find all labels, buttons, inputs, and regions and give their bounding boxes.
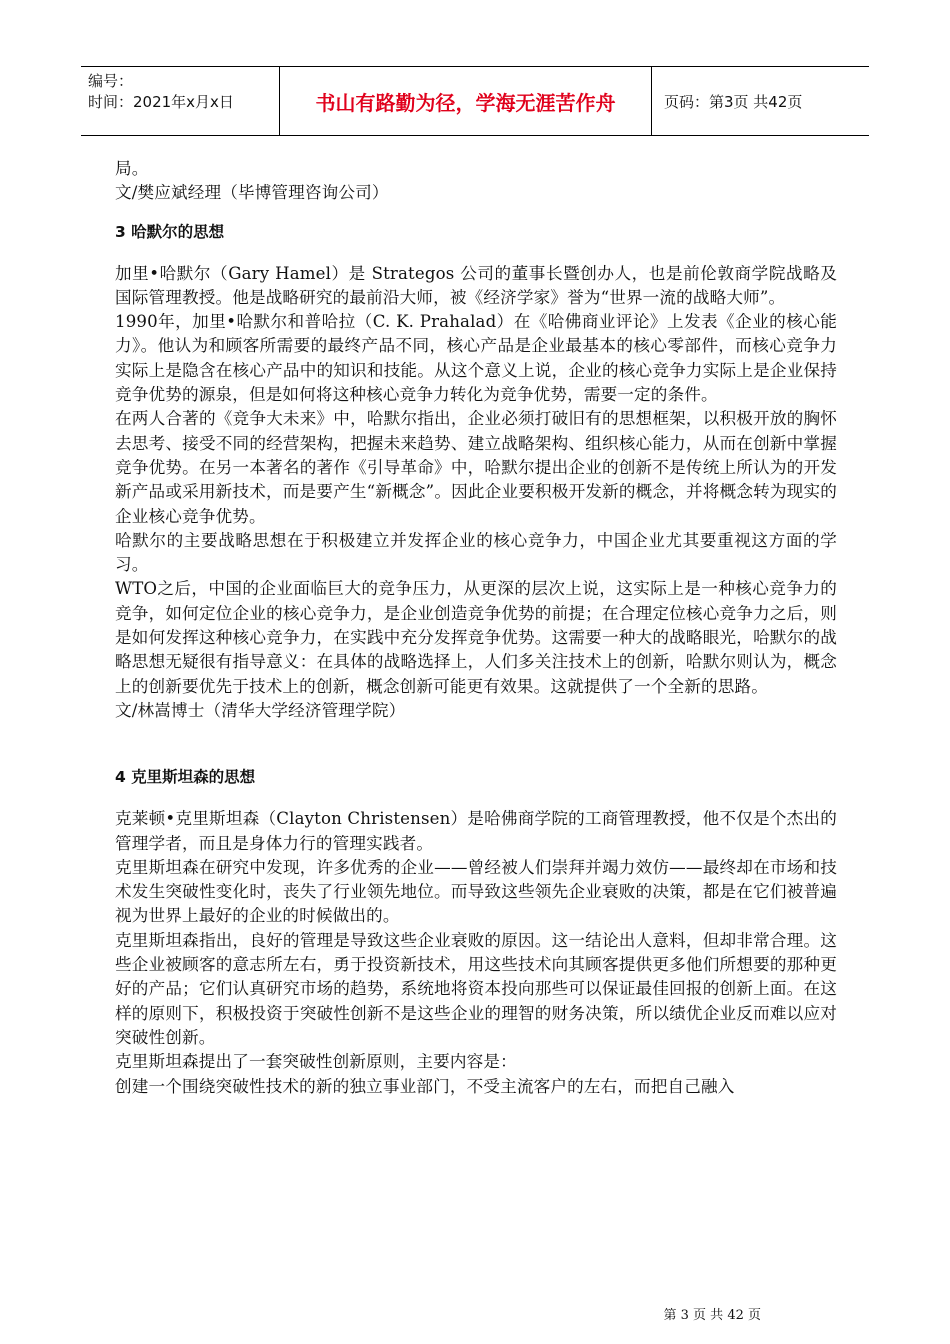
author-line: 文/林嵩博士（清华大学经济管理学院） (115, 700, 406, 720)
header-page-label: 页码：第3页 共42页 (664, 92, 803, 111)
section-heading-3: 3 哈默尔的思想 (115, 222, 225, 241)
header-time-label: 时间：2021年x月x日 (88, 93, 234, 111)
paragraph: 克里斯坦森提出了一套突破性创新原则，主要内容是： (115, 1052, 517, 1072)
paragraph: 克莱顿•克里斯坦森（Clayton Christensen）是哈佛商学院的工商管理教授，他不仅是个杰出的管理学者，而且是身体力行的管理实践者。 (115, 809, 837, 853)
paragraph: 在两人合著的《竞争大未来》中，哈默尔指出，企业必须打破旧有的思想框架，以积极开放的胸怀去思考、接受不同的经营架构，把握未来趋势、建立战略架构、组织核心能力，从而在创新中掌握竞争优势。在另一本著名的著作《引导革命》中，哈默尔提出企业的创新不是传统上所认为的开发新产品或采用新技术，而是要产生“新概念”。因此企业要积极开发新的概念，并将概念转为现实的企业核心竞争优势。 (115, 409, 837, 526)
document-body (115, 157, 837, 1099)
page-footer: 第 3 页 共 42 页 (663, 1308, 761, 1323)
paragraph: 哈默尔的主要战略思想在于积极建立并发挥企业的核心竞争力，中国企业尤其要重视这方面的学习。 (115, 530, 837, 575)
paragraph: 1990年，加里•哈默尔和普哈拉（C. K. Prahalad）在《哈佛商业评论》上发表《企业的核心能力》。他认为和顾客所需要的最终产品不同，核心产品是企业最基本的核心零部件，而核心竞争力实际上是隐含在核心产品中的知识和技能。从这个意义上说，企业的核心竞争力实际上是企业保持竞争优势的源泉，但是如何将这种核心竞争力转化为竞争优势，需要一定的条件。 (115, 312, 837, 405)
header-number-label: 编号： (88, 72, 134, 90)
paragraph: 创建一个围绕突破性技术的新的独立事业部门，不受主流客户的左右，而把自己融入 (115, 1076, 735, 1096)
paragraph: 加里•哈默尔（Gary Hamel）是 Strategos 公司的董事长暨创办人，也是前伦敦商学院战略及国际管理教授。他是战略研究的最前沿大师，被《经济学家》誉为“世界一流的战略大师”。 (115, 263, 837, 307)
section-heading-4: 4 克里斯坦森的思想 (115, 768, 256, 787)
header-meta-cell (81, 67, 280, 135)
author-line: 文/樊应斌经理（毕博管理咨询公司） (115, 183, 389, 203)
paragraph: 局。 (115, 159, 149, 178)
page-header (81, 66, 869, 136)
paragraph: 克里斯坦森在研究中发现，许多优秀的企业——曾经被人们崇拜并竭力效仿——最终却在市场和技术发生突破性变化时，丧失了行业领先地位。而导致这些领先企业衰败的决策，都是在它们被普遍视为世界上最好的企业的时候做出的。 (115, 857, 837, 926)
paragraph: WTO之后，中国的企业面临巨大的竞争压力，从更深的层次上说，这实际上是一种核心竞争力的竞争，如何定位企业的核心竞争力，是企业创造竞争优势的前提；在合理定位核心竞争力之后，则是如何发挥这种核心竞争力，在实践中充分发挥竞争优势。这需要一种大的战略眼光，哈默尔的战略思想无疑很有指导意义：在具体的战略选择上，人们多关注技术上的创新，哈默尔则认为，概念上的创新要优先于技术上的创新，概念创新可能更有效果。这就提供了一个全新的思路。 (115, 579, 837, 696)
header-motto: 书山有路勤为径，学海无涯苦作舟 (280, 67, 652, 135)
paragraph: 克里斯坦森指出，良好的管理是导致这些企业衰败的原因。这一结论出人意料，但却非常合理。这些企业被顾客的意志所左右，勇于投资新技术，用这些技术向其顾客提供更多他们所想要的那种更好的产品；它们认真研究市场的趋势，系统地将资本投向那些可以保证最佳回报的创新上面。在这样的原则下，积极投资于突破性创新不是这些企业的理智的财务决策，所以绩优企业反而难以应对突破性创新。 (115, 930, 837, 1047)
